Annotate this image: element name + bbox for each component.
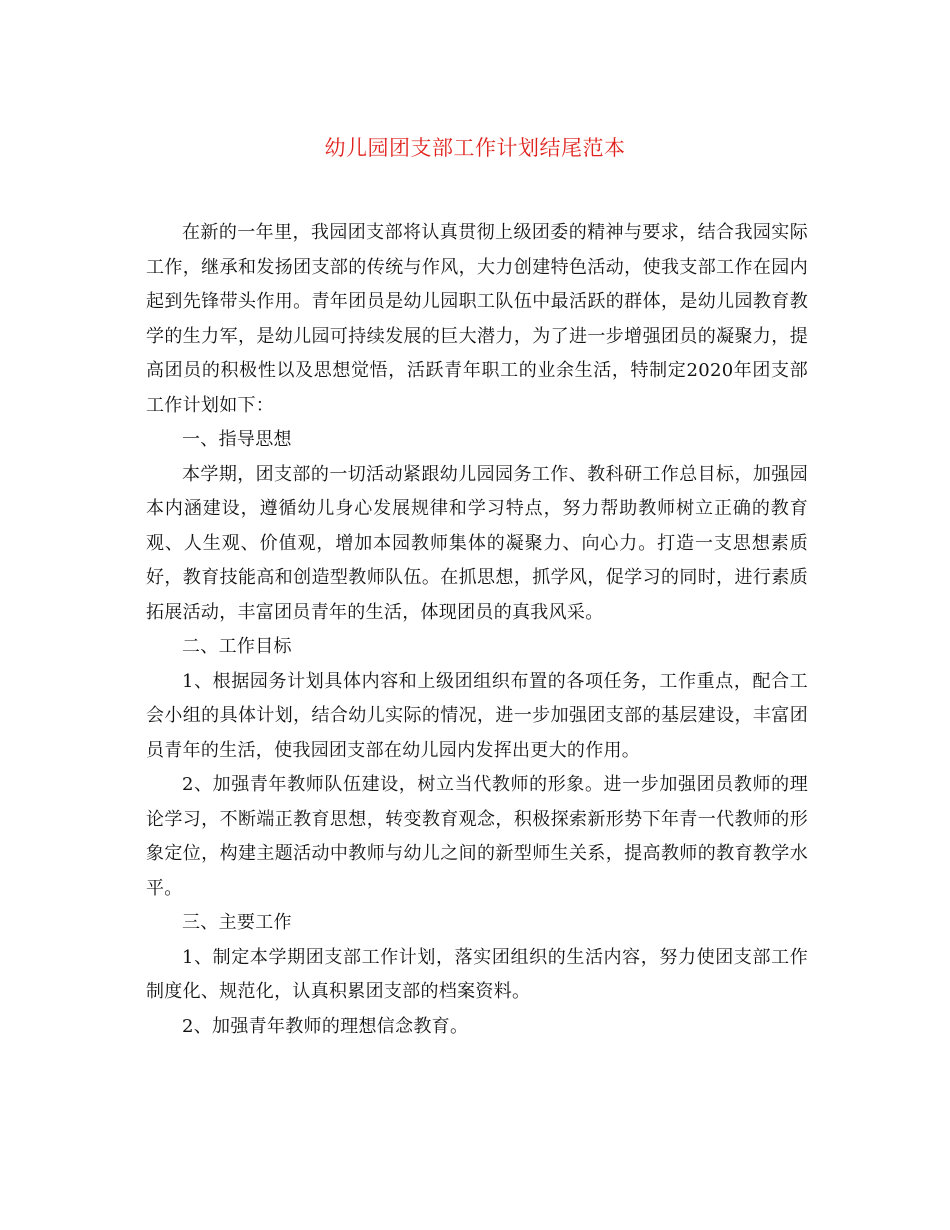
document-title: 幼儿园团支部工作计划结尾范本	[324, 136, 626, 160]
section-heading-main-work: 三、主要工作	[182, 912, 292, 933]
section-heading-work-goals: 二、工作目标	[182, 636, 292, 657]
work-goal-2-paragraph: 2、加强青年教师队伍建设，树立当代教师的形象。进一步加强团员教师的理论学习，不断端正教育思想，转变教育观念，积极探索新形势下年青一代教师的形象定位，构建主题活动中教师与幼儿之间的新型师生关系，提高教师的教育教学水平。	[146, 774, 808, 899]
document-body	[146, 216, 808, 1044]
main-work-2-paragraph: 2、加强青年教师的理想信念教育。	[182, 1015, 469, 1037]
intro-paragraph: 在新的一年里，我园团支部将认真贯彻上级团委的精神与要求，结合我园实际工作，继承和发扬团支部的传统与作风，大力创建特色活动，使我支部工作在园内起到先锋带头作用。青年团员是幼儿园职工队伍中最活跃的群体，是幼儿园教育教学的生力军，是幼儿园可持续发展的巨大潜力，为了进一步增强团员的凝聚力，提高团员的积极性以及思想觉悟，活跃青年职工的业余生活，特制定2020年团支部工作计划如下：	[146, 222, 808, 416]
main-work-1-paragraph: 1、制定本学期团支部工作计划，落实团组织的生活内容，努力使团支部工作制度化、规范化，认真积累团支部的档案资料。	[146, 946, 808, 1002]
guiding-ideology-paragraph: 本学期，团支部的一切活动紧跟幼儿园园务工作、教科研工作总目标，加强园本内涵建设，遵循幼儿身心发展规律和学习特点，努力帮助教师树立正确的教育观、人生观、价值观，增加本园教师集体的凝聚力、向心力。打造一支思想素质好，教育技能高和创造型教师队伍。在抓思想，抓学风，促学习的同时，进行素质拓展活动，丰富团员青年的生活，体现团员的真我风采。	[146, 463, 808, 623]
section-heading-guiding-ideology: 一、指导思想	[182, 429, 292, 450]
work-goal-1-paragraph: 1、根据园务计划具体内容和上级团组织布置的各项任务，工作重点，配合工会小组的具体计划，结合幼儿实际的情况，进一步加强团支部的基层建设，丰富团员青年的生活，使我园团支部在幼儿园内发挥出更大的作用。	[146, 670, 808, 761]
